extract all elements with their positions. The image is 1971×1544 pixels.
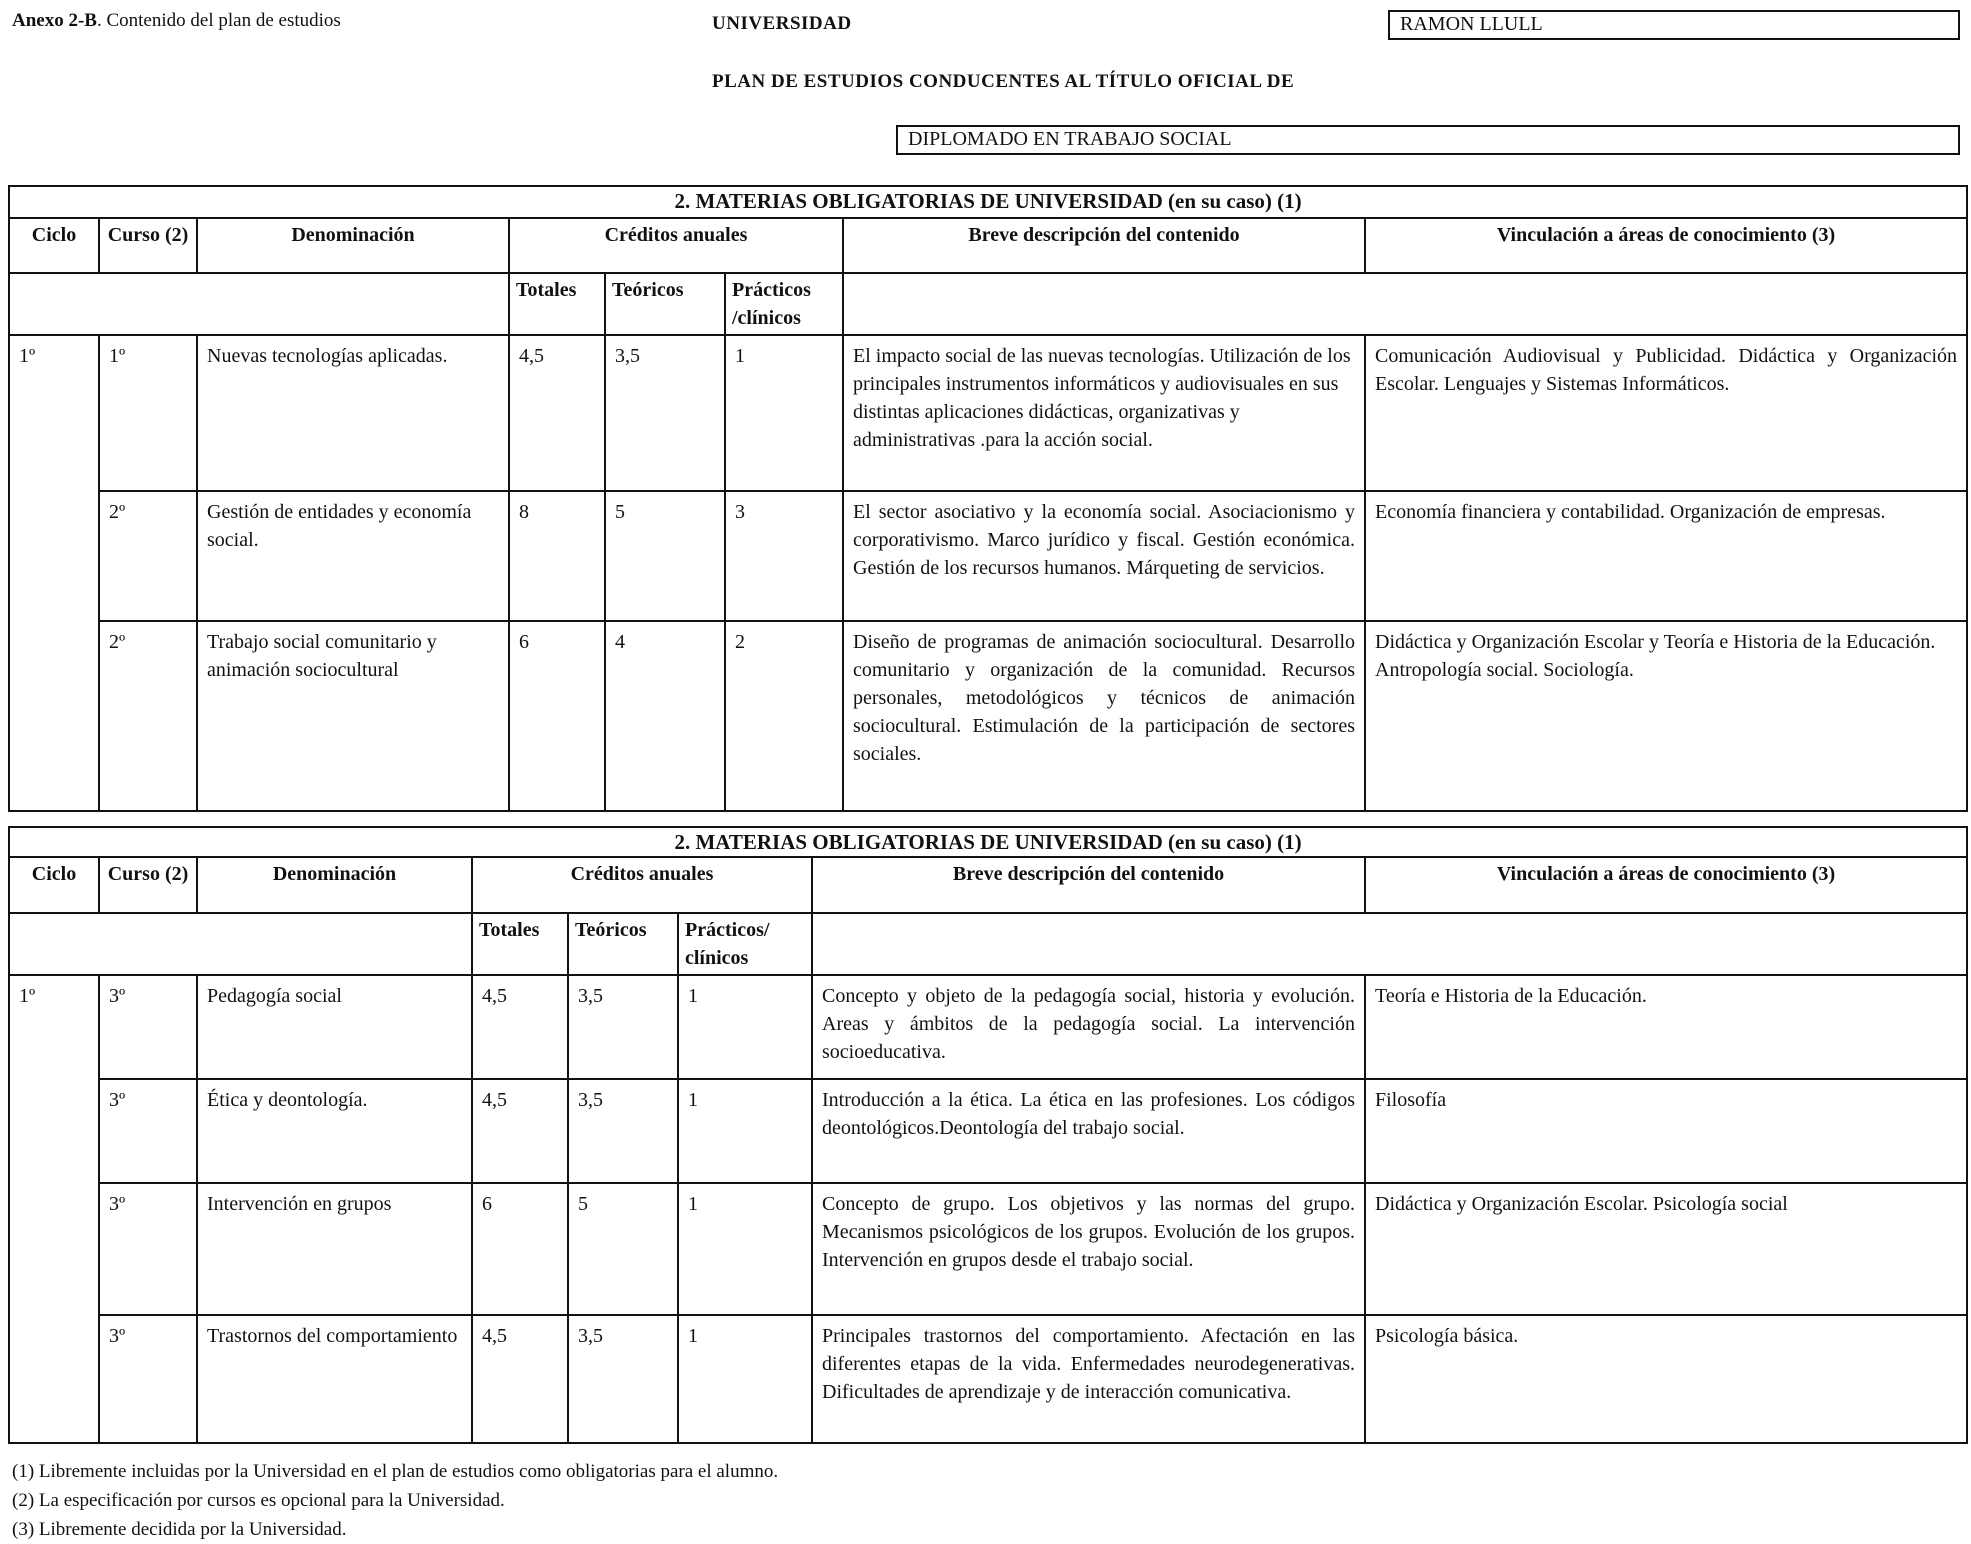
cell-practicos: 1 (678, 975, 812, 1079)
footnote-3: (3) Libremente decidida por la Universidad. (12, 1519, 347, 1540)
header-spacer (9, 913, 472, 975)
cell-teoricos: 3,5 (605, 335, 725, 491)
cell-vinculacion: Filosofía (1365, 1079, 1967, 1183)
header-practicos: Prácticos/ clínicos (678, 913, 812, 975)
cell-vinculacion: Didáctica y Organización Escolar y Teoría e Historia de la Educación. Antropología social. Sociología. (1365, 621, 1967, 811)
cell-practicos: 1 (678, 1183, 812, 1315)
header-creditos: Créditos anuales (509, 218, 843, 273)
cell-descripcion: Principales trastornos del comportamiento. Afectación en las diferentes etapas de la vida. Enfermedades neurodegenerativas. Dificultades de aprendizaje y de interacción comunicativa. (812, 1315, 1365, 1443)
header-totales: Totales (472, 913, 568, 975)
header-spacer (9, 273, 509, 335)
cell-denominacion: Ética y deontología. (197, 1079, 472, 1183)
cell-descripcion: El sector asociativo y la economía social. Asociacionismo y corporativismo. Marco jurídico y fiscal. Gestión económica. Gestión de los recursos humanos. Márqueting de servicios. (843, 491, 1365, 621)
cell-totales: 4,5 (472, 975, 568, 1079)
table-title: 2. MATERIAS OBLIGATORIAS DE UNIVERSIDAD (en su caso) (1) (9, 827, 1967, 857)
cell-descripcion: Concepto de grupo. Los objetivos y las normas del grupo. Mecanismos psicológicos de los grupos. Evolución de los grupos. Intervención en grupos desde el trabajo social. (812, 1183, 1365, 1315)
cell-descripcion: Diseño de programas de animación sociocultural. Desarrollo comunitario y organización de la comunidad. Recursos personales, metodológicos y técnicos de animación sociocultural. Estimulación de la participación de sectores sociales. (843, 621, 1365, 811)
footnotes (12, 1457, 778, 1544)
cell-vinculacion: Didáctica y Organización Escolar. Psicología social (1365, 1183, 1967, 1315)
cell-curso: 3º (99, 975, 197, 1079)
universidad-value-box: RAMON LLULL (1388, 10, 1960, 40)
footnote-1: (1) Libremente incluidas por la Universidad en el plan de estudios como obligatorias para el alumno. (12, 1461, 779, 1482)
cell-practicos: 3 (725, 491, 843, 621)
header-ciclo: Ciclo (9, 857, 99, 913)
table-row (9, 975, 1967, 1079)
footnote-2: (2) La especificación por cursos es opcional para la Universidad. (12, 1490, 505, 1511)
cell-ciclo (9, 621, 99, 811)
cell-ciclo (9, 1183, 99, 1315)
cell-totales: 4,5 (472, 1315, 568, 1443)
cell-totales: 6 (509, 621, 605, 811)
table-row (9, 621, 1967, 811)
cell-teoricos: 5 (568, 1183, 678, 1315)
cell-vinculacion: Economía financiera y contabilidad. Organización de empresas. (1365, 491, 1967, 621)
plan-title: PLAN DE ESTUDIOS CONDUCENTES AL TÍTULO OFICIAL DE (712, 71, 1295, 92)
header-vinculacion: Vinculación a áreas de conocimiento (3) (1365, 218, 1967, 273)
cell-ciclo (9, 1315, 99, 1443)
cell-curso: 2º (99, 491, 197, 621)
cell-denominacion: Intervención en grupos (197, 1183, 472, 1315)
cell-practicos: 1 (678, 1079, 812, 1183)
cell-denominacion: Gestión de entidades y economía social. (197, 491, 509, 621)
cell-practicos: 2 (725, 621, 843, 811)
cell-teoricos: 5 (605, 491, 725, 621)
cell-practicos: 1 (725, 335, 843, 491)
cell-curso: 3º (99, 1315, 197, 1443)
table-row (9, 1315, 1967, 1443)
annex-heading (12, 10, 341, 32)
header-ciclo: Ciclo (9, 218, 99, 273)
cell-ciclo: 1º (9, 335, 99, 491)
annex-label: Anexo 2-B (12, 10, 97, 31)
subjects-table-2 (8, 826, 1968, 1444)
cell-practicos: 1 (678, 1315, 812, 1443)
header-curso: Curso (2) (99, 857, 197, 913)
header-descripcion: Breve descripción del contenido (812, 857, 1365, 913)
table-row (9, 491, 1967, 621)
cell-teoricos: 3,5 (568, 1315, 678, 1443)
cell-teoricos: 3,5 (568, 1079, 678, 1183)
cell-curso: 2º (99, 621, 197, 811)
cell-denominacion: Nuevas tecnologías aplicadas. (197, 335, 509, 491)
header-vinculacion: Vinculación a áreas de conocimiento (3) (1365, 857, 1967, 913)
cell-descripcion: Concepto y objeto de la pedagogía social, historia y evolución. Areas y ámbitos de la pedagogía social. La intervención socioeducativa. (812, 975, 1365, 1079)
header-descripcion: Breve descripción del contenido (843, 218, 1365, 273)
header-denominacion: Denominación (197, 218, 509, 273)
cell-curso: 1º (99, 335, 197, 491)
cell-denominacion: Pedagogía social (197, 975, 472, 1079)
table-row (9, 1079, 1967, 1183)
cell-denominacion: Trabajo social comunitario y animación sociocultural (197, 621, 509, 811)
cell-descripcion: El impacto social de las nuevas tecnologías. Utilización de los principales instrumentos informáticos y audiovisuales en sus distintas aplicaciones didácticas, organizativas y administrativas .para la acción social. (843, 335, 1365, 491)
titulo-value-box: DIPLOMADO EN TRABAJO SOCIAL (896, 125, 1960, 155)
cell-denominacion: Trastornos del comportamiento (197, 1315, 472, 1443)
cell-curso: 3º (99, 1183, 197, 1315)
header-denominacion: Denominación (197, 857, 472, 913)
cell-totales: 8 (509, 491, 605, 621)
header-practicos: Prácticos /clínicos (725, 273, 843, 335)
annex-text: . Contenido del plan de estudios (96, 10, 341, 31)
header-curso: Curso (2) (99, 218, 197, 273)
cell-ciclo: 1º (9, 975, 99, 1079)
cell-curso: 3º (99, 1079, 197, 1183)
header-teoricos: Teóricos (568, 913, 678, 975)
cell-vinculacion: Psicología básica. (1365, 1315, 1967, 1443)
header-spacer (843, 273, 1967, 335)
table-row (9, 1183, 1967, 1315)
header-totales: Totales (509, 273, 605, 335)
cell-descripcion: Introducción a la ética. La ética en las profesiones. Los códigos deontológicos.Deontología del trabajo social. (812, 1079, 1365, 1183)
universidad-label: UNIVERSIDAD (712, 13, 852, 34)
header-spacer (812, 913, 1967, 975)
cell-ciclo (9, 1079, 99, 1183)
cell-vinculacion: Teoría e Historia de la Educación. (1365, 975, 1967, 1079)
header-creditos: Créditos anuales (472, 857, 812, 913)
subjects-table-1 (8, 185, 1968, 812)
table-row (9, 335, 1967, 491)
cell-ciclo (9, 491, 99, 621)
header-teoricos: Teóricos (605, 273, 725, 335)
cell-totales: 4,5 (509, 335, 605, 491)
cell-vinculacion: Comunicación Audiovisual y Publicidad. Didáctica y Organización Escolar. Lenguajes y Sistemas Informáticos. (1365, 335, 1967, 491)
table-title: 2. MATERIAS OBLIGATORIAS DE UNIVERSIDAD (en su caso) (1) (9, 186, 1967, 218)
cell-teoricos: 4 (605, 621, 725, 811)
cell-teoricos: 3,5 (568, 975, 678, 1079)
cell-totales: 4,5 (472, 1079, 568, 1183)
cell-totales: 6 (472, 1183, 568, 1315)
